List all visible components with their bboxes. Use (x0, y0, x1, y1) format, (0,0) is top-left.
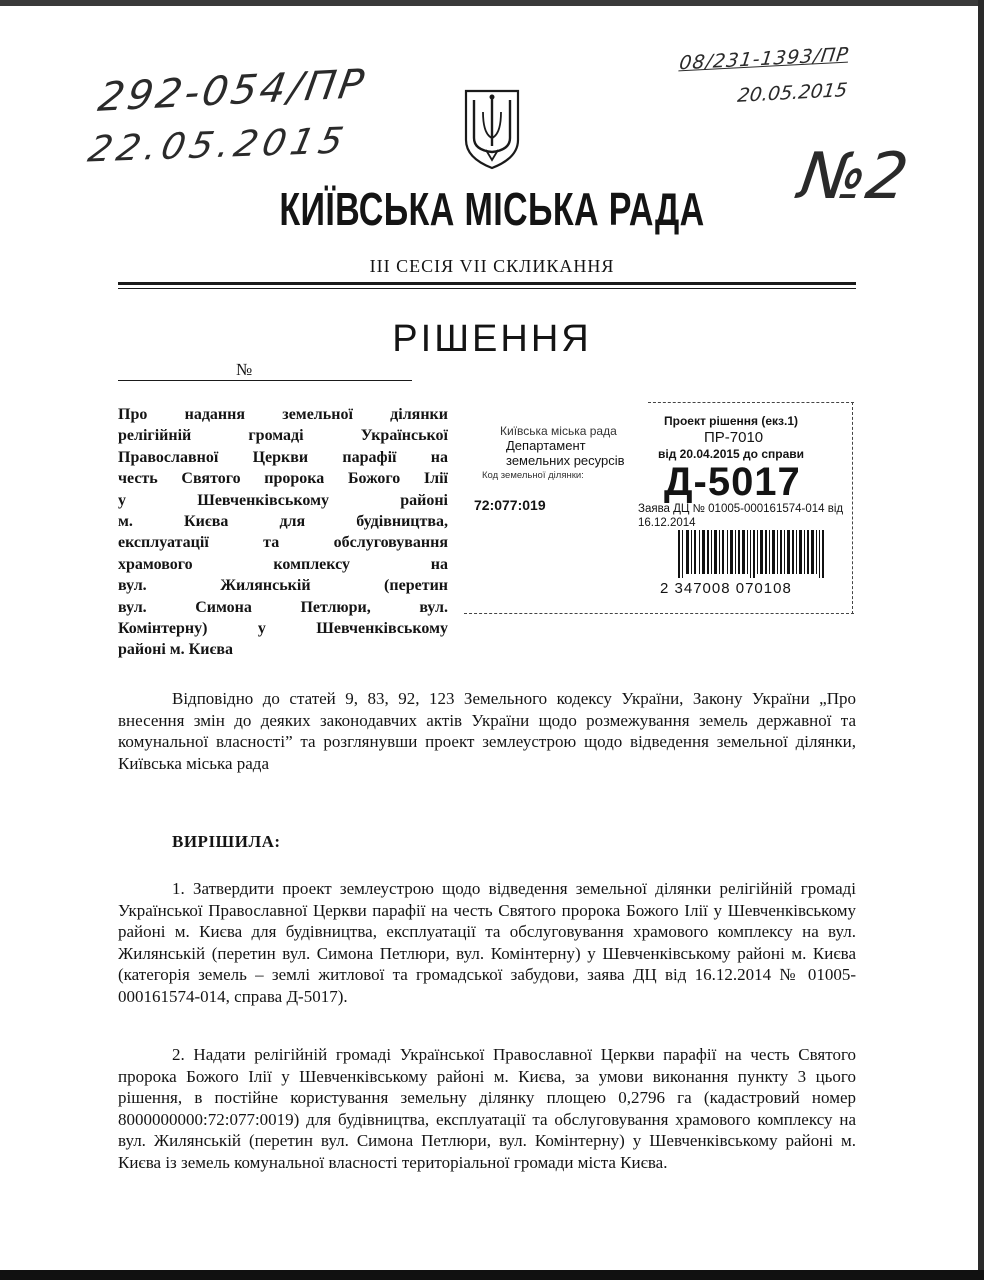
subject-line: храмового комплексу на (118, 555, 448, 573)
subject-line: честь Святого пророка Божого Ілії (118, 470, 448, 488)
subject-line: Про надання земельної ділянки (118, 406, 448, 423)
coat-of-arms-icon (462, 88, 522, 170)
document-type-title: РІШЕННЯ (392, 318, 592, 360)
stamp-draft-date: від 20.04.2015 до справи (658, 447, 805, 461)
legal-basis-text: Відповідно до статей 9, 83, 92, 123 Земельного кодексу України, Закону України „Про внесення змін до деяких законодавчих актів України щодо розмежування земель державної та комунальної власності” та розглянувши проект землеустрою щодо відведення земельної ділянки, Київська міська рада (118, 689, 856, 773)
scan-edge-right (978, 0, 984, 1280)
header-rule-thin (118, 288, 856, 289)
stamp-code-label: Код земельної ділянки: (482, 470, 584, 481)
resolved-heading: ВИРІШИЛА: (172, 832, 281, 851)
registration-stamp (464, 402, 854, 614)
stamp-case-number: Д-5017 (664, 460, 801, 504)
subject-line: районі м. Києва (118, 641, 234, 659)
stamp-application: Заява ДЦ № 01005-000161574-014 від 16.12.2014 (638, 503, 844, 529)
subject-line: м. Києва для будівництва, (118, 513, 448, 531)
handwritten-copy-mark: №2 (794, 140, 913, 214)
scan-edge-top (0, 0, 984, 6)
stamp-land-code: 72:077:019 (474, 497, 546, 513)
scan-edge-bottom (0, 1270, 984, 1280)
stamp-department: Департамент земельних ресурсів (506, 438, 625, 468)
council-name: КИЇВСЬКА МІСЬКА РАДА (279, 183, 705, 235)
subject-line: вул. Жилянській (перетин (118, 577, 448, 595)
handwritten-incoming-number: 08/231-1393/ПР (677, 43, 851, 75)
session-line: III СЕСІЯ VII СКЛИКАННЯ (369, 256, 615, 276)
stamp-draft-number: ПР-7010 (704, 429, 764, 446)
stamp-border (464, 613, 854, 615)
subject-line: вул. Симона Петлюри, вул. (118, 598, 448, 616)
stamp-draft-label: Проект рішення (екз.1) (664, 414, 798, 428)
barcode-icon (678, 530, 828, 578)
number-sign: № (236, 360, 253, 379)
handwritten-reg-number: 292-054/ПР (95, 61, 370, 121)
legal-basis-paragraph (118, 688, 856, 774)
subject-line: Комінтерну) у Шевченківському (118, 620, 448, 638)
resolution-item-2: 2. Надати релігійній громаді Української Православної Церкви парафії на честь Святого пророка Божого Ілії у Шевченківському районі м. Києва, за умови виконання пункту 3 цього рішення, в постійне користування земельну ділянку площею 0,2796 га (кадастровий номер 8000000000:72:077:0019) для будівництва, експлуатації та обслуговування храмового комплексу на вул. Жилянській (перетин вул. Симона Петлюри, вул. Комінтерну) у Шевченківському районі м. Києва із земель комунальної власності територіальної громади міста Києва. (118, 1045, 856, 1172)
handwritten-incoming-date: 20.05.2015 (736, 79, 849, 107)
subject-line: Православної Церкви парафії на (118, 448, 448, 466)
barcode-number: 2 347008 070108 (660, 580, 792, 597)
subject-line: експлуатації та обслуговування (118, 534, 448, 552)
stamp-border (852, 402, 854, 614)
handwritten-reg-date: 22.05.2015 (84, 120, 352, 171)
subject-line: релігійній громаді Української (118, 427, 448, 445)
resolution-item-1: 1. Затвердити проект землеустрою щодо відведення земельної ділянки релігійній громаді Української Православної Церкви парафії на честь Святого пророка Божого Ілії у Шевченківському районі м. Києва для будівництва, експлуатації та обслуговування храмового комплексу на вул. Жилянській (перетин вул. Симона Петлюри, вул. Комінтерну) у Шевченківському районі м. Києва (категорія земель – землі житлової та громадської забудови, заява ДЦ від 16.12.2014 № 01005-000161574-014, справа Д-5017). (118, 879, 856, 1006)
stamp-org: Київська міська рада (500, 424, 617, 438)
header-rule-thick (118, 282, 856, 285)
decision-number-line (118, 360, 412, 381)
stamp-border (648, 402, 854, 404)
decision-subject (118, 404, 448, 661)
subject-line: у Шевченківському районі (118, 491, 448, 509)
